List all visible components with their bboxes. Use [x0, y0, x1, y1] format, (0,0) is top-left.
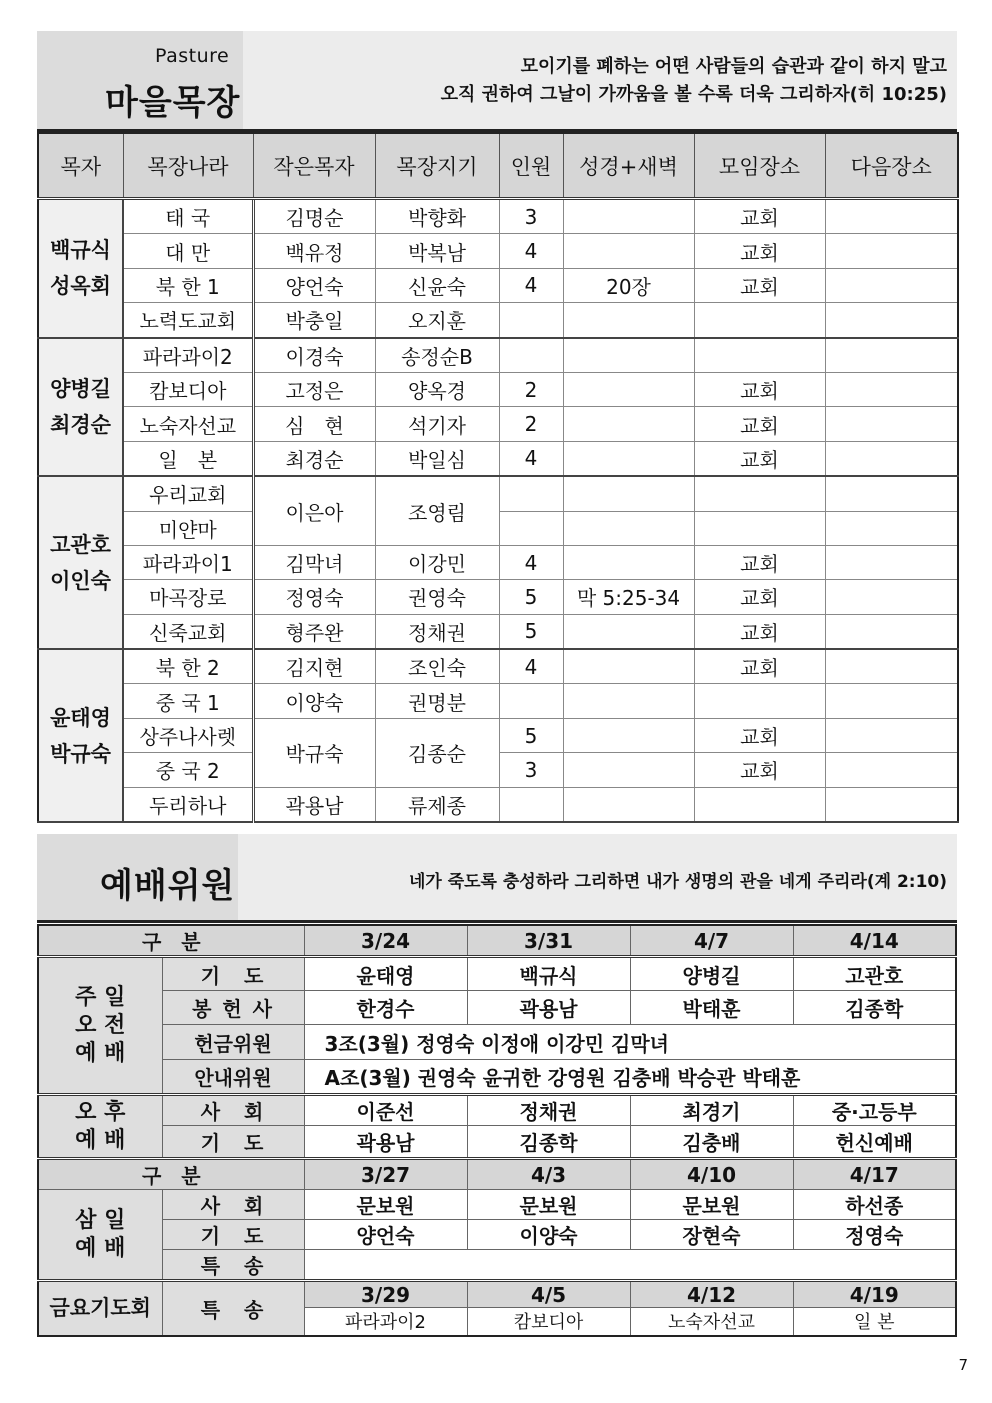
value-cell: 노숙자선교: [630, 1308, 793, 1336]
count-cell: 3: [499, 199, 563, 234]
count-cell: 5: [499, 718, 563, 752]
bible-cell: [563, 614, 694, 649]
place-cell: [694, 476, 825, 511]
bible-cell: [563, 407, 694, 441]
count-cell: 2: [499, 407, 563, 441]
place-cell: [694, 787, 825, 822]
bible-cell: [563, 303, 694, 338]
date-cell: 3/24: [304, 925, 467, 957]
bible-cell: [563, 372, 694, 406]
pasture-header-row: [38, 133, 958, 199]
small-pastor-cell: 김명순: [253, 199, 375, 234]
table-row: [38, 303, 958, 338]
country-cell: 북 한 2: [123, 649, 253, 684]
pastor-name: 양병길 최경순: [38, 338, 123, 477]
small-pastor-cell: 고정은: [253, 372, 375, 406]
keeper-cell: 이강민: [375, 545, 499, 579]
place-cell: 교회: [694, 372, 825, 406]
next-place-cell: [825, 441, 958, 476]
page-number: 7: [958, 1356, 968, 1374]
table-row: [38, 476, 958, 511]
value-cell: 백규식: [467, 957, 630, 991]
value-cell: 파라과이2: [304, 1308, 467, 1336]
table-row: [38, 787, 958, 822]
table-row: [38, 1126, 956, 1159]
keeper-cell: 조영림: [375, 476, 499, 545]
table-row: [38, 268, 958, 302]
date-cell: 4/17: [793, 1159, 956, 1190]
count-cell: 4: [499, 649, 563, 684]
count-cell: [499, 787, 563, 822]
value-cell: 이준선: [304, 1095, 467, 1126]
bible-cell: 20장: [563, 268, 694, 302]
pasture-table: [37, 132, 959, 823]
place-cell: 교회: [694, 753, 825, 787]
value-cell: 중·고등부: [793, 1095, 956, 1126]
small-pastor-cell: 이양숙: [253, 684, 375, 718]
keeper-cell: 김종순: [375, 718, 499, 787]
table-row: [38, 1220, 956, 1250]
country-cell: 중 국 1: [123, 684, 253, 718]
country-cell: 노력도교회: [123, 303, 253, 338]
count-cell: [499, 476, 563, 511]
pasture-body: [38, 199, 958, 823]
date-cell: 3/27: [304, 1159, 467, 1190]
small-pastor-cell: 정영숙: [253, 580, 375, 614]
col-header: 목장나라: [123, 133, 253, 199]
row-label: 기 도: [162, 1126, 304, 1159]
date-cell: 4/5: [467, 1281, 630, 1308]
row-label: 특 송: [162, 1281, 304, 1336]
sunday-pm-label: 오 후 예 배: [38, 1095, 162, 1159]
bible-cell: [563, 199, 694, 234]
next-place-cell: [825, 303, 958, 338]
date-cell: 3/29: [304, 1281, 467, 1308]
next-place-cell: [825, 372, 958, 406]
bible-cell: [563, 545, 694, 579]
table-row: [38, 1250, 956, 1281]
table-row: [38, 1095, 956, 1126]
worship-title: 예배위원: [100, 866, 236, 906]
table-row: [38, 614, 958, 649]
value-cell: 최경기: [630, 1095, 793, 1126]
next-place-cell: [825, 338, 958, 373]
country-cell: 파라과이1: [123, 545, 253, 579]
count-cell: 5: [499, 580, 563, 614]
date-cell: 4/7: [630, 925, 793, 957]
small-pastor-cell: 심 현: [253, 407, 375, 441]
next-place-cell: [825, 511, 958, 545]
place-cell: 교회: [694, 441, 825, 476]
row-label: 안내위원: [162, 1060, 304, 1095]
col-header: 다음장소: [825, 133, 958, 199]
table-row: [38, 1281, 956, 1308]
place-cell: 교회: [694, 649, 825, 684]
count-cell: 4: [499, 441, 563, 476]
row-label: 사 회: [162, 1095, 304, 1126]
worship-verse: 네가 죽도록 충성하라 그리하면 내가 생명의 관을 네게 주리라(계 2:10): [408, 872, 947, 892]
value-cell: 정영숙: [793, 1220, 956, 1250]
next-place-cell: [825, 614, 958, 649]
table-row: [38, 407, 958, 441]
place-cell: [694, 684, 825, 718]
country-cell: 중 국 2: [123, 753, 253, 787]
count-cell: 4: [499, 268, 563, 302]
pasture-label: Pasture: [155, 45, 230, 67]
pasture-title: 마을목장: [105, 83, 241, 123]
offering-committee: 3조(3월) 정영숙 이정애 이강민 김막녀: [304, 1025, 956, 1060]
date-cell: 4/14: [793, 925, 956, 957]
bible-cell: [563, 753, 694, 787]
value-cell: 장현숙: [630, 1220, 793, 1250]
table-row: [38, 718, 958, 752]
keeper-cell: 정채권: [375, 614, 499, 649]
keeper-cell: 조인숙: [375, 649, 499, 684]
keeper-cell: 권명분: [375, 684, 499, 718]
bible-cell: [563, 718, 694, 752]
value-cell: 문보원: [467, 1190, 630, 1220]
bible-cell: 막 5:25-34: [563, 580, 694, 614]
keeper-cell: 류제종: [375, 787, 499, 822]
value-cell: 윤태영: [304, 957, 467, 991]
count-cell: 2: [499, 372, 563, 406]
small-pastor-cell: 박충일: [253, 303, 375, 338]
row-label: 사 회: [162, 1190, 304, 1220]
keeper-cell: 권영숙: [375, 580, 499, 614]
gubun-label: 구 분: [38, 1159, 304, 1190]
place-cell: [694, 303, 825, 338]
small-pastor-cell: 박규숙: [253, 718, 375, 787]
col-header: 인원: [499, 133, 563, 199]
value-cell: 박태훈: [630, 991, 793, 1025]
count-cell: 5: [499, 614, 563, 649]
table-row: [38, 199, 958, 234]
country-cell: 대 만: [123, 234, 253, 268]
date-cell: 3/31: [467, 925, 630, 957]
date-cell: 4/3: [467, 1159, 630, 1190]
sunday-dates-row: [38, 925, 956, 957]
place-cell: 교회: [694, 718, 825, 752]
small-pastor-cell: 이경숙: [253, 338, 375, 373]
keeper-cell: 박향화: [375, 199, 499, 234]
count-cell: 4: [499, 234, 563, 268]
small-pastor-cell: 곽용남: [253, 787, 375, 822]
bible-cell: [563, 441, 694, 476]
empty-cell: [304, 1250, 956, 1281]
country-cell: 상주나사렛: [123, 718, 253, 752]
country-cell: 마곡장로: [123, 580, 253, 614]
count-cell: [499, 511, 563, 545]
country-cell: 두리하나: [123, 787, 253, 822]
next-place-cell: [825, 476, 958, 511]
place-cell: 교회: [694, 614, 825, 649]
pasture-verse-box: [243, 31, 957, 129]
small-pastor-cell: 이은아: [253, 476, 375, 545]
row-label: 헌금위원: [162, 1025, 304, 1060]
count-cell: [499, 684, 563, 718]
bible-cell: [563, 787, 694, 822]
col-header: 성경+새벽: [563, 133, 694, 199]
value-cell: 김종학: [467, 1126, 630, 1159]
place-cell: 교회: [694, 580, 825, 614]
count-cell: 4: [499, 545, 563, 579]
keeper-cell: 석기자: [375, 407, 499, 441]
country-cell: 파라과이2: [123, 338, 253, 373]
row-label: 기 도: [162, 957, 304, 991]
small-pastor-cell: 김지현: [253, 649, 375, 684]
small-pastor-cell: 최경순: [253, 441, 375, 476]
gubun-label: 구 분: [38, 925, 304, 957]
col-header: 목장지기: [375, 133, 499, 199]
keeper-cell: 양옥경: [375, 372, 499, 406]
wed-dates-row: [38, 1159, 956, 1190]
country-cell: 노숙자선교: [123, 407, 253, 441]
next-place-cell: [825, 268, 958, 302]
pastor-name: 백규식 성옥회: [38, 199, 123, 338]
country-cell: 미얀마: [123, 511, 253, 545]
row-label: 봉 헌 사: [162, 991, 304, 1025]
friday-label: 금요기도회: [38, 1281, 162, 1336]
pasture-title-box: [37, 31, 243, 129]
value-cell: 문보원: [630, 1190, 793, 1220]
bible-cell: [563, 234, 694, 268]
value-cell: 캄보디아: [467, 1308, 630, 1336]
value-cell: 헌신예배: [793, 1126, 956, 1159]
pasture-header: [37, 31, 957, 132]
table-row: [38, 1025, 956, 1060]
value-cell: 김종학: [793, 991, 956, 1025]
country-cell: 태 국: [123, 199, 253, 234]
next-place-cell: [825, 684, 958, 718]
keeper-cell: 송정순B: [375, 338, 499, 373]
small-pastor-cell: 백유정: [253, 234, 375, 268]
place-cell: [694, 511, 825, 545]
pastor-name: 윤태영 박규숙: [38, 649, 123, 822]
count-cell: 3: [499, 753, 563, 787]
wednesday-label: 삼 일 예 배: [38, 1190, 162, 1281]
worship-table: [37, 924, 957, 1337]
table-row: [38, 957, 956, 991]
small-pastor-cell: 형주완: [253, 614, 375, 649]
small-pastor-cell: 양언숙: [253, 268, 375, 302]
table-row: [38, 649, 958, 684]
count-cell: [499, 303, 563, 338]
place-cell: 교회: [694, 545, 825, 579]
country-cell: 일 본: [123, 441, 253, 476]
place-cell: 교회: [694, 234, 825, 268]
worship-header: [37, 834, 957, 923]
date-cell: 4/12: [630, 1281, 793, 1308]
place-cell: 교회: [694, 199, 825, 234]
next-place-cell: [825, 407, 958, 441]
value-cell: 김충배: [630, 1126, 793, 1159]
value-cell: 하선종: [793, 1190, 956, 1220]
next-place-cell: [825, 545, 958, 579]
place-cell: 교회: [694, 407, 825, 441]
pastor-name: 고관호 이인숙: [38, 476, 123, 649]
next-place-cell: [825, 580, 958, 614]
place-cell: 교회: [694, 268, 825, 302]
place-cell: [694, 338, 825, 373]
small-pastor-cell: 김막녀: [253, 545, 375, 579]
bible-cell: [563, 476, 694, 511]
row-label: 기 도: [162, 1220, 304, 1250]
country-cell: 북 한 1: [123, 268, 253, 302]
table-row: [38, 372, 958, 406]
value-cell: 곽용남: [467, 991, 630, 1025]
country-cell: 신죽교회: [123, 614, 253, 649]
row-label: 특 송: [162, 1250, 304, 1281]
worship-verse-box: [238, 834, 957, 920]
verse-line-1: 모이기를 폐하는 어떤 사람들의 습관과 같이 하지 말고: [520, 56, 947, 77]
value-cell: 한경수: [304, 991, 467, 1025]
value-cell: 일 본: [793, 1308, 956, 1336]
value-cell: 고관호: [793, 957, 956, 991]
next-place-cell: [825, 787, 958, 822]
table-row: [38, 991, 956, 1025]
value-cell: 양언숙: [304, 1220, 467, 1250]
col-header: 모임장소: [694, 133, 825, 199]
pasture-verse: [441, 53, 947, 109]
keeper-cell: 오지훈: [375, 303, 499, 338]
worship-title-box: [37, 834, 238, 920]
next-place-cell: [825, 718, 958, 752]
value-cell: 문보원: [304, 1190, 467, 1220]
bible-cell: [563, 338, 694, 373]
col-header: 목자: [38, 133, 123, 199]
country-cell: 캄보디아: [123, 372, 253, 406]
usher-committee: A조(3월) 권영숙 윤귀한 강영원 김충배 박승관 박태훈: [304, 1060, 956, 1095]
value-cell: 정채권: [467, 1095, 630, 1126]
next-place-cell: [825, 234, 958, 268]
country-cell: 우리교회: [123, 476, 253, 511]
table-row: [38, 1060, 956, 1095]
table-row: [38, 1190, 956, 1220]
count-cell: [499, 338, 563, 373]
table-row: [38, 338, 958, 373]
table-row: [38, 684, 958, 718]
date-cell: 4/19: [793, 1281, 956, 1308]
verse-line-2: 오직 권하여 그날이 가까움을 볼 수록 더욱 그리하자(히 10:25): [440, 84, 947, 105]
table-row: [38, 545, 958, 579]
bible-cell: [563, 684, 694, 718]
keeper-cell: 신윤숙: [375, 268, 499, 302]
keeper-cell: 박일심: [375, 441, 499, 476]
pasture-section: [37, 31, 957, 132]
col-header: 작은목자: [253, 133, 375, 199]
value-cell: 이양숙: [467, 1220, 630, 1250]
table-row: [38, 580, 958, 614]
keeper-cell: 박복남: [375, 234, 499, 268]
date-cell: 4/10: [630, 1159, 793, 1190]
worship-section: [37, 834, 957, 923]
table-row: [38, 234, 958, 268]
next-place-cell: [825, 199, 958, 234]
bible-cell: [563, 511, 694, 545]
value-cell: 양병길: [630, 957, 793, 991]
next-place-cell: [825, 753, 958, 787]
sunday-am-label: 주 일 오 전 예 배: [38, 957, 162, 1095]
value-cell: 곽용남: [304, 1126, 467, 1159]
bible-cell: [563, 649, 694, 684]
table-row: [38, 441, 958, 476]
next-place-cell: [825, 649, 958, 684]
